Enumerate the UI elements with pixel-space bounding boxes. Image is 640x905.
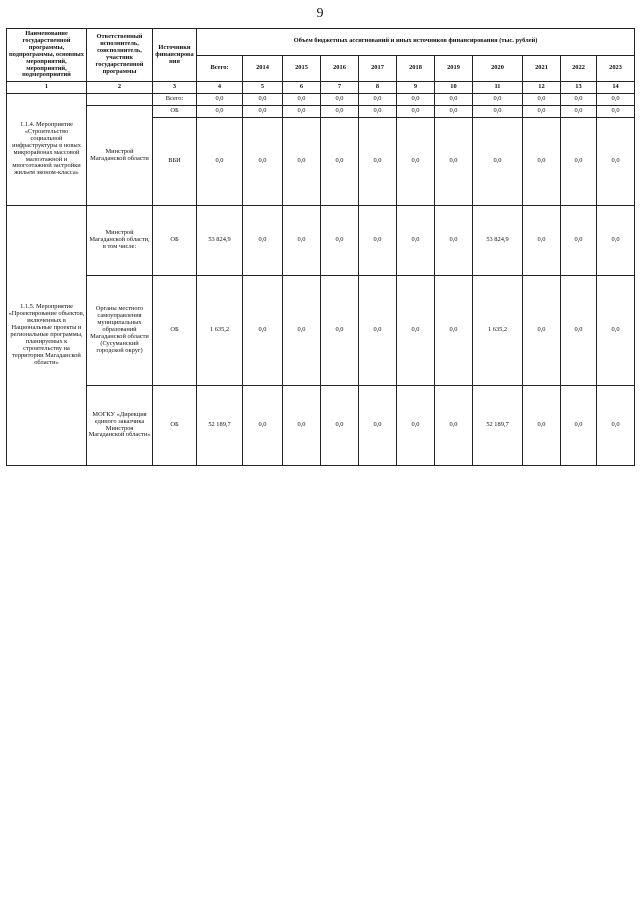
row-year-value: 0,0 bbox=[435, 106, 473, 118]
row-year-value: 0,0 bbox=[359, 386, 397, 466]
row-year-value: 0,0 bbox=[283, 276, 321, 386]
row-year-value: 0,0 bbox=[435, 386, 473, 466]
header-financing-group: Объем бюджетных ассигнований и иных источников финансирования (тыс. рублей) bbox=[197, 29, 635, 56]
header-responsible: Ответственный исполнитель, соисполнитель, участник государственной программы bbox=[87, 29, 153, 82]
row-year-value: 0,0 bbox=[561, 276, 597, 386]
row-year-value: 0,0 bbox=[561, 118, 597, 206]
row-year-value: 0,0 bbox=[523, 118, 561, 206]
row-year-value: 0,0 bbox=[397, 94, 435, 106]
row-year-value: 0,0 bbox=[435, 206, 473, 276]
financing-table bbox=[6, 28, 635, 466]
header-year: 2015 bbox=[283, 55, 321, 82]
header-year: 2019 bbox=[435, 55, 473, 82]
row-source: ОБ bbox=[153, 106, 197, 118]
header-name: Наименование государственной программы, подпрограммы, основных мероприятий, мероприятий, подмероприятий bbox=[7, 29, 87, 82]
row-year-value: 0,0 bbox=[597, 118, 635, 206]
page-number: 9 bbox=[316, 6, 324, 21]
row-responsible: Органы местного самоуправления муниципальных образований Магаданской области (Сусуманский городской округ) bbox=[87, 276, 153, 386]
column-number: 12 bbox=[523, 82, 561, 94]
row-responsible: Минстрой Магаданской области, в том числе: bbox=[87, 206, 153, 276]
header-total: Всего: bbox=[197, 55, 243, 82]
row-responsible: МОГКУ «Дирекция единого заказчика Минстроя Магаданской области» bbox=[87, 386, 153, 466]
row-name: 1.1.5. Мероприятие «Проектирование объектов, включенных в Национальные проекты и региональные программы, планируемых к строительству на территории Магаданской области» bbox=[7, 206, 87, 466]
header-source: Источники финансирова ния bbox=[153, 29, 197, 82]
row-responsible: Минстрой Магаданской области bbox=[87, 106, 153, 206]
column-number: 7 bbox=[321, 82, 359, 94]
row-source: Всего: bbox=[153, 94, 197, 106]
column-number: 9 bbox=[397, 82, 435, 94]
row-year-value: 0,0 bbox=[435, 276, 473, 386]
row-year-value: 0,0 bbox=[321, 206, 359, 276]
row-year-value: 0,0 bbox=[397, 118, 435, 206]
row-total: 52 189,7 bbox=[197, 386, 243, 466]
row-year-value: 52 189,7 bbox=[473, 386, 523, 466]
row-year-value: 0,0 bbox=[473, 118, 523, 206]
row-year-value: 0,0 bbox=[283, 206, 321, 276]
row-year-value: 0,0 bbox=[283, 94, 321, 106]
column-number: 6 bbox=[283, 82, 321, 94]
row-year-value: 0,0 bbox=[435, 94, 473, 106]
row-source: ОБ bbox=[153, 386, 197, 466]
row-year-value: 0,0 bbox=[523, 276, 561, 386]
column-number: 2 bbox=[87, 82, 153, 94]
row-year-value: 0,0 bbox=[397, 106, 435, 118]
row-name: 1.1.4. Мероприятие «Строительство социальной инфраструктуры в новых микрорайонах массовой малоэтажной и многоэтажной застройки жильем эконом-класса» bbox=[7, 94, 87, 206]
header-year: 2023 bbox=[597, 55, 635, 82]
row-year-value: 0,0 bbox=[321, 118, 359, 206]
row-year-value: 0,0 bbox=[523, 206, 561, 276]
header-year: 2020 bbox=[473, 55, 523, 82]
row-year-value: 0,0 bbox=[283, 106, 321, 118]
header-year: 2017 bbox=[359, 55, 397, 82]
row-year-value: 0,0 bbox=[561, 94, 597, 106]
row-year-value: 0,0 bbox=[243, 276, 283, 386]
row-year-value: 0,0 bbox=[473, 94, 523, 106]
column-number: 11 bbox=[473, 82, 523, 94]
row-year-value: 1 635,2 bbox=[473, 276, 523, 386]
header-row bbox=[7, 29, 635, 56]
row-year-value: 0,0 bbox=[321, 106, 359, 118]
row-year-value: 0,0 bbox=[243, 94, 283, 106]
column-number: 4 bbox=[197, 82, 243, 94]
header-year: 2018 bbox=[397, 55, 435, 82]
header-year: 2021 bbox=[523, 55, 561, 82]
row-year-value: 0,0 bbox=[597, 94, 635, 106]
row-year-value: 0,0 bbox=[397, 206, 435, 276]
row-year-value: 0,0 bbox=[243, 206, 283, 276]
row-year-value: 0,0 bbox=[597, 386, 635, 466]
row-year-value: 0,0 bbox=[283, 386, 321, 466]
row-year-value: 0,0 bbox=[283, 118, 321, 206]
row-year-value: 0,0 bbox=[435, 118, 473, 206]
table-row bbox=[7, 94, 635, 106]
header-year: 2016 bbox=[321, 55, 359, 82]
row-year-value: 0,0 bbox=[473, 106, 523, 118]
row-total: 0,0 bbox=[197, 118, 243, 206]
row-year-value: 0,0 bbox=[561, 206, 597, 276]
row-year-value: 0,0 bbox=[523, 106, 561, 118]
column-number: 1 bbox=[7, 82, 87, 94]
row-source: ВБИ bbox=[153, 118, 197, 206]
row-year-value: 0,0 bbox=[243, 386, 283, 466]
table-row bbox=[7, 106, 635, 118]
row-year-value: 0,0 bbox=[359, 206, 397, 276]
column-number: 13 bbox=[561, 82, 597, 94]
row-year-value: 0,0 bbox=[359, 94, 397, 106]
table-row bbox=[7, 206, 635, 276]
row-year-value: 0,0 bbox=[359, 276, 397, 386]
header-year: 2022 bbox=[561, 55, 597, 82]
row-year-value: 0,0 bbox=[597, 106, 635, 118]
row-year-value: 0,0 bbox=[243, 106, 283, 118]
row-responsible bbox=[87, 94, 153, 106]
header-year: 2014 bbox=[243, 55, 283, 82]
row-year-value: 0,0 bbox=[359, 106, 397, 118]
row-total: 53 824,9 bbox=[197, 206, 243, 276]
row-year-value: 0,0 bbox=[523, 386, 561, 466]
row-year-value: 0,0 bbox=[397, 276, 435, 386]
row-year-value: 0,0 bbox=[597, 206, 635, 276]
row-year-value: 0,0 bbox=[321, 94, 359, 106]
row-year-value: 53 824,9 bbox=[473, 206, 523, 276]
table-row bbox=[7, 386, 635, 466]
row-year-value: 0,0 bbox=[561, 386, 597, 466]
column-number: 14 bbox=[597, 82, 635, 94]
column-number: 3 bbox=[153, 82, 197, 94]
column-number: 8 bbox=[359, 82, 397, 94]
row-year-value: 0,0 bbox=[359, 118, 397, 206]
row-source: ОБ bbox=[153, 206, 197, 276]
column-number: 10 bbox=[435, 82, 473, 94]
row-total: 1 635,2 bbox=[197, 276, 243, 386]
row-total: 0,0 bbox=[197, 106, 243, 118]
row-year-value: 0,0 bbox=[561, 106, 597, 118]
table-row bbox=[7, 276, 635, 386]
column-number-row bbox=[7, 82, 635, 94]
row-year-value: 0,0 bbox=[321, 386, 359, 466]
row-year-value: 0,0 bbox=[523, 94, 561, 106]
row-total: 0,0 bbox=[197, 94, 243, 106]
row-year-value: 0,0 bbox=[397, 386, 435, 466]
row-year-value: 0,0 bbox=[321, 276, 359, 386]
row-year-value: 0,0 bbox=[243, 118, 283, 206]
row-source: ОБ bbox=[153, 276, 197, 386]
column-number: 5 bbox=[243, 82, 283, 94]
row-year-value: 0,0 bbox=[597, 276, 635, 386]
